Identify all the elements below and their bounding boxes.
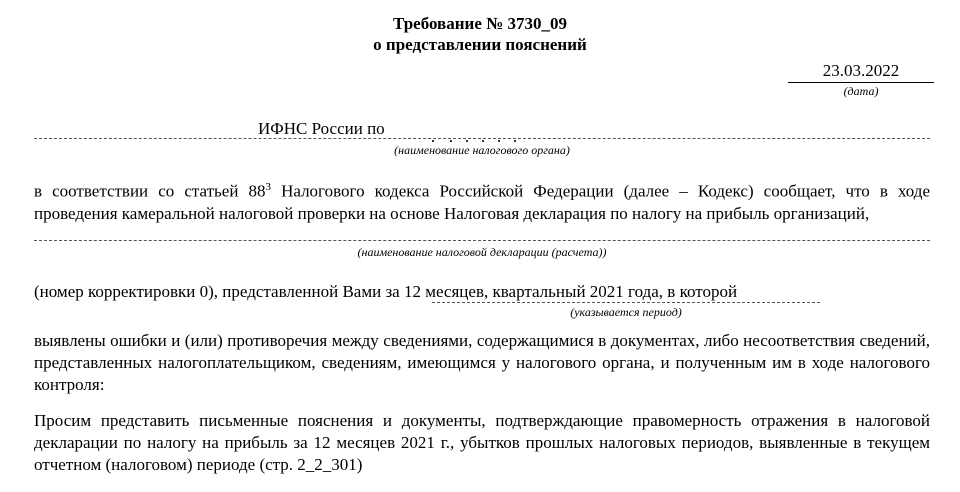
paragraph-intro-b: Налогового кодекса Российской Федерации (далее – Кодекс) сообщает, что в ходе проведения камеральной налоговой проверки на основе Налоговая декларация по налогу на прибыль организаций,: [34, 181, 930, 223]
authority-underline: [34, 138, 930, 139]
period-underline: [432, 302, 820, 303]
document-subtitle: о представлении пояснений: [373, 35, 587, 54]
date-caption: (дата): [843, 84, 879, 98]
declaration-underline: [34, 240, 930, 241]
paragraph-intro-sup: 3: [265, 181, 272, 193]
correction-line: (номер корректировки 0), представленной Вами за 12 месяцев, квартальный 2021 года, в которой: [34, 282, 738, 301]
paragraph-findings: выявлены ошибки и (или) противоречия между сведениями, содержащимися в документах, либо несоответствия сведений, представленных налогоплательщиком, сведениям, имеющимся у налогового органа, и полученным им в ходе налогового контроля:: [34, 331, 930, 394]
redacted-authority-name: [432, 130, 528, 134]
period-caption: (указывается период): [570, 305, 682, 319]
declaration-caption: (наименование налоговой декларации (расчета)): [357, 245, 607, 259]
paragraph-request: Просим представить письменные пояснения и документы, подтверждающие правомерность отражения в налоговой декларации по налогу на прибыль за 12 месяцев 2021 г., убытков прошлых налоговых периодов, выявленные в текущем отчетном (налоговом) периоде (стр. 2_2_301): [34, 411, 930, 474]
paragraph-intro: [34, 176, 930, 225]
date-value: 23.03.2022: [788, 60, 934, 83]
document-title: Требование № 3730_09: [393, 14, 567, 33]
authority-caption: (наименование налогового органа): [394, 143, 570, 157]
paragraph-intro-a: в соответствии со статьей 88: [34, 181, 266, 201]
tax-authority-label: ИФНС России по: [258, 119, 385, 138]
